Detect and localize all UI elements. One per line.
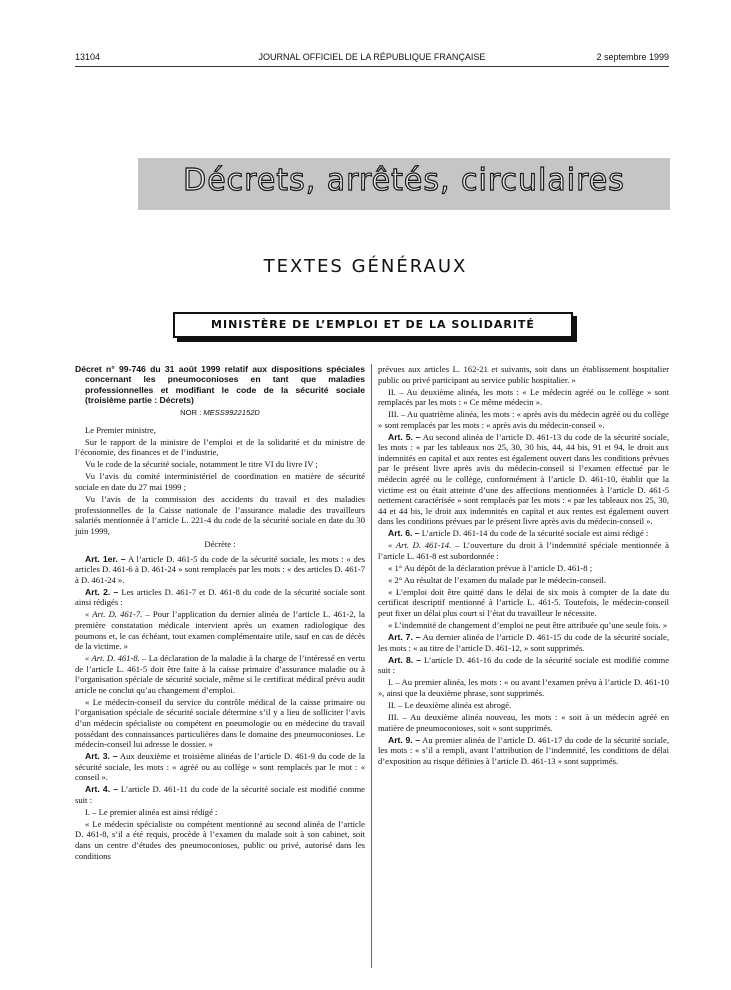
- article-text: L’article D. 461-14 du code de la sécurité sociale est ainsi rédigé :: [421, 528, 649, 539]
- article-text: Au dernier alinéa de l’article D. 461-15 du code de la sécurité sociale, les mots : « au titre de l’article D. 461-12, » sont supprimés.: [378, 632, 669, 653]
- article-reference: « Art. D. 461-7. –: [85, 609, 150, 620]
- section-banner: [138, 158, 670, 210]
- paragraph: « 2° Au résultat de l’examen du malade par le médecin-conseil.: [388, 574, 606, 585]
- article-7: [378, 632, 669, 653]
- paragraph: I. – Au premier alinéa, les mots : « ou avant l’examen prévu à l’article D. 461-10 », ainsi que la deuxième phrase, sont supprimés.: [378, 677, 669, 698]
- paragraph: prévues aux articles L. 162-21 et suivants, soit dans un établissement hospitalier public ou privé participant au service public hospitalier. »: [378, 364, 669, 385]
- article-9: [378, 735, 669, 767]
- article-label: Art. 1er. –: [85, 553, 126, 564]
- paragraph: [378, 540, 669, 561]
- left-column: [75, 364, 365, 863]
- column-divider: [371, 364, 372, 968]
- paragraph: II. – Le deuxième alinéa est abrogé.: [388, 699, 512, 710]
- paragraph-text: La déclaration de la maladie à la charge de l’intéressé en vertu de l’article L. 461-5 doit être faite à la caisse primaire d’assurance maladie ou à l’organisation spéciale de sécurité sociale, même si le certificat médical prévu audit article ne conclut qu’au changement d’emploi.: [75, 653, 365, 695]
- article-label: Art. 4. –: [85, 784, 118, 795]
- intro-paragraph: Le Premier ministre,: [85, 424, 156, 435]
- paragraph: III. – Au quatrième alinéa, les mots : « après avis du médecin agréé ou du collège » sont remplacés par les mots : « après avis du médecin-conseil ».: [378, 409, 669, 430]
- intro-paragraph: Vu l’avis du comité interministériel de coordination en matière de sécurité sociale en date du 27 mai 1999 ;: [75, 471, 365, 492]
- article-1: [75, 554, 365, 586]
- issue-date: 2 septembre 1999: [596, 52, 669, 62]
- article-label: Art. 5. –: [388, 431, 421, 442]
- article-label: Art. 8. –: [388, 654, 422, 665]
- article-text: L’article D. 461-16 du code de la sécurité sociale est modifié comme suit :: [378, 654, 670, 676]
- article-text: L’article D. 461-11 du code de la sécurité sociale est modifié comme suit :: [75, 784, 365, 805]
- intro-paragraph: Vu l’avis de la commission des accidents du travail et des maladies professionnelles de la Caisse nationale de l’assurance maladie des travailleurs salariés mentionnée à l’article L. 221-4 du code de la sécurité sociale en date du 30 juin 1999,: [75, 494, 365, 536]
- page-number: 13104: [75, 52, 101, 62]
- paragraph-text: Pour l’application du dernier alinéa de l’article L. 461-2, la première constatation médicale intervient après un examen radiologique des poumons et, le cas échéant, tout examen complémentaire utile, sauf en cas de décès de la victime. »: [75, 609, 365, 652]
- paragraph: « Le médecin-conseil du service du contrôle médical de la caisse primaire ou l’organisation spéciale de sécurité sociale détermine s’il y a lieu de solliciter l’avis d’un médecin spécialiste ou compétent en pneumologie ou en médecine du travail possédant des connaissances particulières dans le domaine des pneumoconioses. Le médecin-conseil lui adresse le dossier. »: [75, 696, 365, 750]
- article-text: Aux deuxième et troisième alinéas de l’article D. 461-9 du code de la sécurité sociale, les mots : « agréé ou au collège » sont remplacés par le mot : « conseil ».: [75, 751, 365, 783]
- nor-reference: [75, 408, 365, 419]
- article-5: [378, 432, 669, 527]
- section-heading: TEXTES GÉNÉRAUX: [263, 256, 468, 277]
- paragraph: « Le médecin spécialiste ou compétent mentionné au second alinéa de l’article D. 461-8, s’il a été requis, procède à l’examen du malade soit à son cabinet, soit dans un centre d’études des pneumoconioses, public ou privé, autorisé dans les conditions: [75, 818, 365, 861]
- article-text: Au premier alinéa de l’article D. 461-17 du code de la sécurité sociale, les mots : « s’il a rempli, avant l’attribution de l’indemnité, les conditions de délai d’exposition au risque définies à l’article D. 461-13 » sont supprimés.: [378, 734, 669, 766]
- paragraph: « L’indemnité de changement d’emploi ne peut être attribuée qu’une seule fois. »: [388, 620, 668, 631]
- paragraph: [75, 653, 365, 695]
- article-3: [75, 751, 365, 783]
- ministry-box: MINISTÈRE DE L’EMPLOI ET DE LA SOLIDARITÉ: [173, 312, 573, 338]
- paragraph-text: L’ouverture du droit à l’indemnité spéciale mentionnée à l’article L. 461-8 est subordonnée :: [378, 540, 670, 561]
- article-label: Art. 6. –: [388, 528, 420, 539]
- paragraph: [75, 609, 365, 651]
- article-6: [378, 528, 669, 539]
- article-4: [75, 784, 365, 805]
- paragraph: II. – Au deuxième alinéa, les mots : « Le médecin agréé ou le collège » sont remplacés par les mots : « Ce même médecin ».: [378, 386, 669, 408]
- intro-paragraph: Sur le rapport de la ministre de l’emploi et de la solidarité et du ministre de l’économie, des finances et de l’industrie,: [75, 436, 365, 458]
- page-header: [75, 52, 669, 66]
- decrete-line: Décrète :: [204, 539, 236, 550]
- journal-title: JOURNAL OFFICIEL DE LA RÉPUBLIQUE FRANÇAISE: [258, 52, 486, 62]
- banner-title: Décrets, arrêtés, circulaires: [183, 163, 625, 198]
- article-8: [378, 655, 669, 676]
- intro-paragraph: Vu le code de la sécurité sociale, notamment le titre VI du livre IV ;: [85, 459, 318, 470]
- decree-title: Décret n° 99-746 du 31 août 1999 relatif aux dispositions spéciales concernant les pneumoconioses en tant que maladies professionnelles et modifiant le code de la sécurité sociale (troisième partie : Décrets): [75, 364, 365, 405]
- article-reference: « Art. D. 461-8. –: [85, 653, 147, 664]
- article-text: Au second alinéa de l’article D. 461-13 du code de la sécurité sociale, les mots : « par les tableaux nos 25, 30, 30 bis, 44, 44 bis, 91 et 94, le droit aux indemnités en capital et aux rentes est également ouvert dans les conditions prévues par le présent livre après avis du médecin-conseil si l’examen effectué par le médecin agréé ou le collège, conformément à l’article D. 461-10, établit que la victime est ou était atteinte d’une des affections mentionnées à l’article D. 461-5 nettement caractérisée » sont remplacés par les mots : « par les tableaux nos 25, 30, 44 et 44 bis, le droit aux indemnités en capital et aux rentes est également ouvert dans les conditions prévues par le présent livre après avis du médecin-conseil ».: [378, 431, 669, 527]
- article-label: Art. 7. –: [388, 632, 421, 643]
- article-2: [75, 587, 365, 608]
- nor-label: NOR :: [180, 408, 202, 418]
- paragraph: « 1° Au dépôt de la déclaration prévue à l’article D. 461-8 ;: [388, 562, 593, 573]
- paragraph: « L’emploi doit être quitté dans le délai de six mois à compter de la date du certificat descriptif mentionné à l’article L. 461-5. Toutefois, le médecin-conseil peut fixer un délai plus court si l’état du travailleur le nécessite.: [378, 586, 669, 619]
- nor-code: MESS9922152D: [203, 408, 260, 418]
- paragraph: III. – Au deuxième alinéa nouveau, les mots : « soit à un médecin agréé en matière de pneumoconioses, soit » sont supprimés.: [378, 711, 669, 733]
- article-reference: « Art. D. 461-14. –: [388, 540, 460, 551]
- article-label: Art. 3. –: [85, 751, 118, 762]
- paragraph: I. – Le premier alinéa est ainsi rédigé :: [85, 806, 218, 817]
- article-label: Art. 2. –: [85, 586, 119, 597]
- header-rule: [75, 66, 669, 67]
- article-text: Les articles D. 461-7 et D. 461-8 du code de la sécurité sociale sont ainsi rédigés :: [75, 586, 365, 608]
- right-column: [378, 364, 669, 768]
- article-text: A l’article D. 461-5 du code de la sécurité sociale, les mots : « des articles D. 461-6 à D. 461-24 » sont remplacés par les mots : « des articles D. 461-7 à D. 461-24 ».: [75, 553, 365, 585]
- article-label: Art. 9. –: [388, 734, 421, 745]
